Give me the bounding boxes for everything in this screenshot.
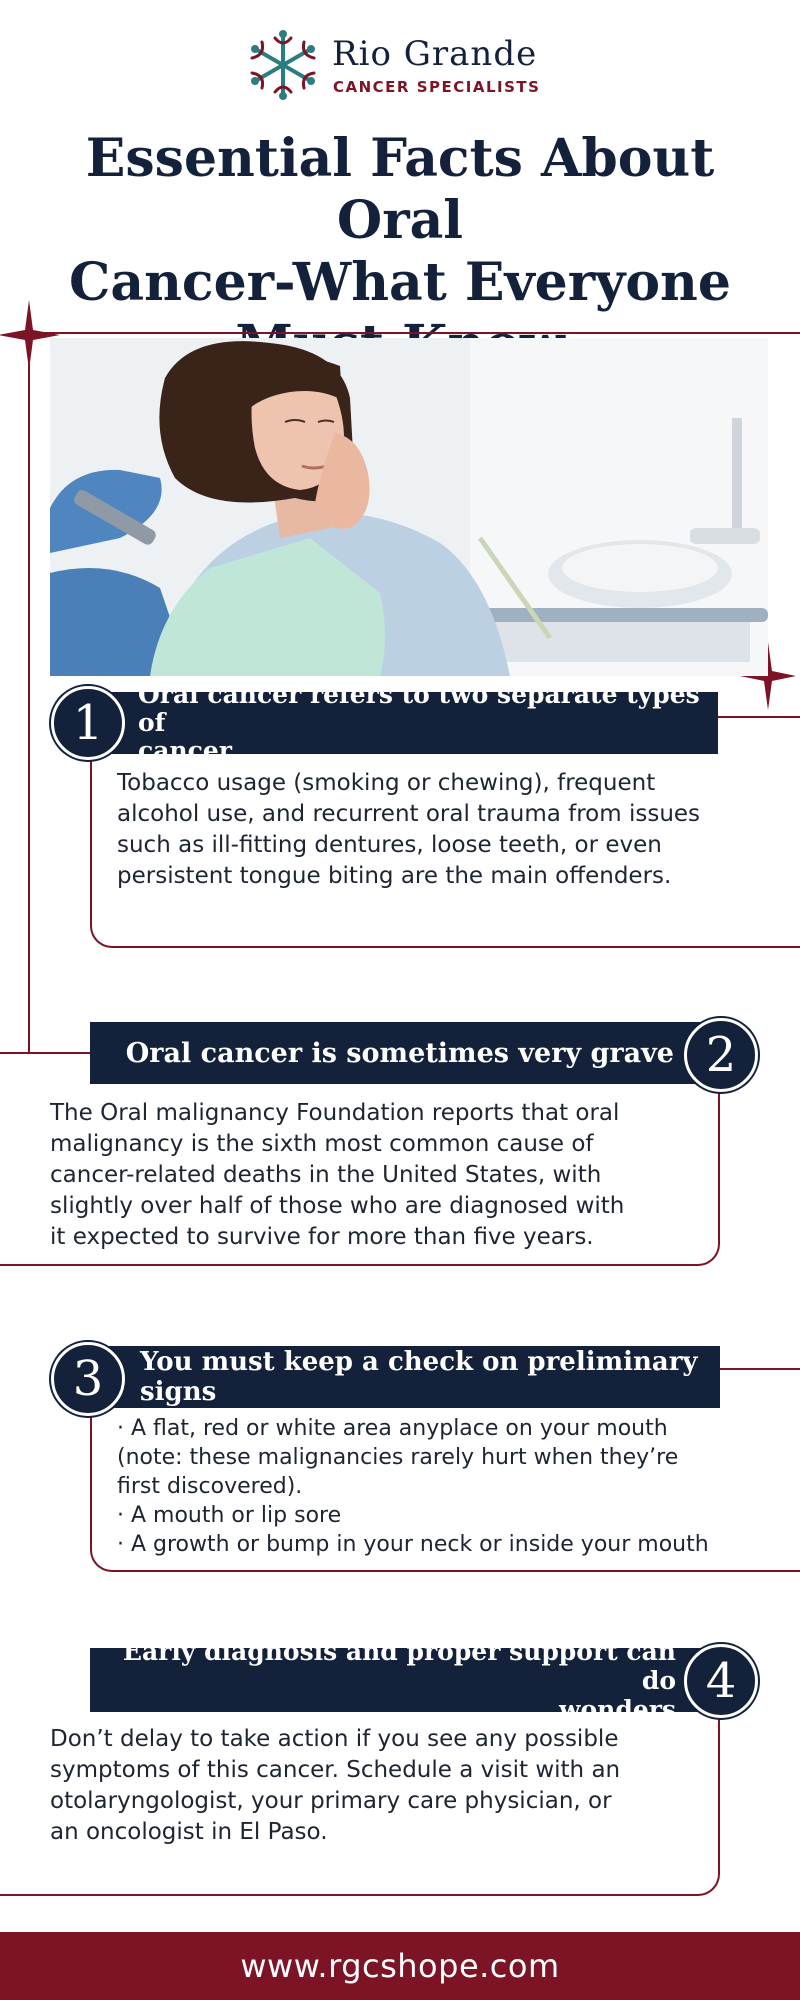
section-3-body-line: · A growth or bump in your neck or inside your mouth <box>117 1532 709 1557</box>
molecule-star-icon <box>246 28 320 102</box>
frame-line-left <box>28 332 30 1052</box>
footer-bar <box>0 1932 800 2000</box>
page-title-line: Essential Facts About Oral <box>85 128 715 251</box>
hero-image <box>50 338 768 676</box>
section-1-connector <box>718 716 800 718</box>
section-4-body <box>50 1724 710 1848</box>
section-4-number: 4 <box>684 1644 758 1718</box>
section-2-body-line: it expected to survive for more than five years. <box>50 1224 594 1250</box>
section-3-body-line: first discovered). <box>117 1474 303 1499</box>
section-1-body-line: such as ill-fitting dentures, loose teeth, or even <box>117 832 662 858</box>
section-1-heading-line: Oral cancer refers to two separate types of <box>138 680 700 737</box>
section-2-body <box>50 1098 710 1253</box>
section-3-body <box>117 1414 797 1559</box>
section-1-heading <box>88 680 718 765</box>
section-3-body-line: (note: these malignancies rarely hurt when they’re <box>117 1445 679 1470</box>
section-2-body-line: cancer-related deaths in the United States, with <box>50 1162 602 1188</box>
section-4-body-line: otolaryngologist, your primary care physician, or <box>50 1788 612 1814</box>
section-1-number: 1 <box>51 686 125 760</box>
woman-in-dental-chair-photo <box>50 338 768 676</box>
section-4-heading <box>90 1636 718 1724</box>
section-2-body-line: malignancy is the sixth most common cause of <box>50 1131 594 1157</box>
section-1-body <box>117 768 797 892</box>
section-2-body-line: The Oral malignancy Foundation reports that oral <box>50 1100 620 1126</box>
logo-subtitle: CANCER SPECIALISTS <box>333 78 541 96</box>
section-3-body-line: · A mouth or lip sore <box>117 1503 342 1528</box>
section-4-body-line: symptoms of this cancer. Schedule a visit with an <box>50 1757 621 1783</box>
section-3-number: 3 <box>51 1342 125 1416</box>
section-2-number: 2 <box>684 1018 758 1092</box>
section-3-body-line: · A flat, red or white area anyplace on your mouth <box>117 1416 668 1441</box>
section-2-body-line: slightly over half of those who are diagnosed with <box>50 1193 625 1219</box>
section-2-heading <box>90 1022 718 1084</box>
page-title-line: Cancer-What Everyone <box>69 252 731 313</box>
section-1-body-line: persistent tongue biting are the main offenders. <box>117 863 672 889</box>
section-1-heading-line: cancer <box>138 736 232 765</box>
section-4-body-line: Don’t delay to take action if you see any possible <box>50 1726 619 1752</box>
logo-title: Rio Grande <box>332 34 538 74</box>
section-4-heading-line: wonders <box>558 1694 676 1724</box>
section-3-heading <box>88 1346 720 1408</box>
section-3-heading-line: You must keep a check on preliminary signs <box>140 1347 698 1407</box>
section-2-heading-line: Oral cancer is sometimes very grave <box>125 1037 674 1069</box>
frame-line-top <box>28 332 800 334</box>
section-4-body-line: an oncologist in El Paso. <box>50 1819 328 1845</box>
section-1-body-line: alcohol use, and recurrent oral trauma from issues <box>117 801 701 827</box>
section-3-connector <box>718 1368 800 1370</box>
footer-url-link[interactable]: www.rgcshope.com <box>240 1947 560 1985</box>
section-1-body-line: Tobacco usage (smoking or chewing), frequent <box>117 770 656 796</box>
section-4-heading-line: Early diagnosis and proper support can do <box>122 1636 676 1695</box>
